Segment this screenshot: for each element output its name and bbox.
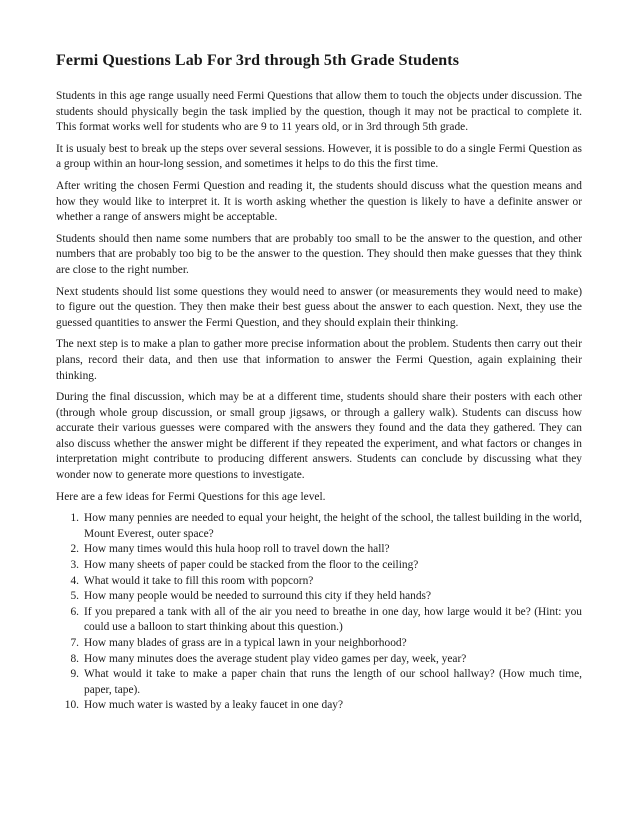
paragraph-intro: Students in this age range usually need Fermi Questions that allow them to touch the objects under discussion. The students should physically begin the task implied by the question, though it may not be practical to complete it. This format works well for students who are 9 to 11 years old, or in 3rd through 5th grade. xyxy=(56,90,582,134)
list-item xyxy=(56,636,582,652)
list-item-text: How many sheets of paper could be stacked from the floor to the ceiling? xyxy=(84,559,419,572)
list-item-number: 10. xyxy=(64,699,79,712)
paragraph-ideas-intro: Here are a few ideas for Fermi Questions for this age level. xyxy=(56,490,326,503)
list-item xyxy=(56,589,582,605)
list-item xyxy=(56,652,582,668)
document-title: Fermi Questions Lab For 3rd through 5th Grade Students xyxy=(56,52,460,69)
list-item-number: 9. xyxy=(70,668,79,681)
list-item-text: What would it take to make a paper chain that runs the length of our school hallway? (How much time, paper, tape). xyxy=(84,668,582,696)
list-item-text: If you prepared a tank with all of the air you need to breathe in one day, how large would it be? (Hint: you could use a balloon to start thinking about this question.) xyxy=(84,605,582,634)
list-item xyxy=(56,605,582,636)
list-item xyxy=(56,574,582,590)
list-item-number: 1. xyxy=(70,512,79,525)
list-item-text: How many blades of grass are in a typical lawn in your neighborhood? xyxy=(84,637,407,649)
paragraph-make-plan: The next step is to make a plan to gather more precise information about the problem. Students then carry out their plans, record their data, and then use that information to answer the Fermi Question, again explaining their thinking. xyxy=(56,338,582,382)
list-item-text: What would it take to fill this room with popcorn? xyxy=(84,574,314,587)
list-item-number: 8. xyxy=(70,652,79,665)
list-item-text: How much water is wasted by a leaky faucet in one day? xyxy=(84,699,344,712)
list-item xyxy=(56,667,582,698)
list-item-number: 4. xyxy=(70,574,79,587)
paragraph-final-discussion: During the final discussion, which may be at a different time, students should share their posters with each other (through whole group discussion, or small group jigsaws, or through a gallery walk). Students can discuss how accurate their various guesses were compared with the answers they found and the data they gathered. They can also discuss whether the answer might be different if they repeated the experiment, and what factors or changes in interpretation might contribute to producing different answers. Students can conclude by discussing what they wonder now to generate more questions to investigate. xyxy=(56,391,582,482)
paragraph-list-questions: Next students should list some questions they would need to answer (or measurements they would need to make) to figure out the question. They then make their best guess about the answer to each question. Next, they use the guessed quantities to answer the Fermi Question, and they should explain their thinking. xyxy=(56,285,582,329)
paragraph-sessions: It is usualy best to break up the steps over several sessions. However, it is possible to do a single Fermi Question as a group within an hour-long session, and sometimes it helps to do this the first time. xyxy=(56,142,582,171)
paragraph-guess-numbers: Students should then name some numbers that are probably too small to be the answer to the question, and other numbers that are probably too big to be the answer to the question. They should then make guesses that they think are close to the right number. xyxy=(56,232,582,276)
list-item-number: 7. xyxy=(70,637,79,649)
list-item xyxy=(56,542,582,558)
list-item-number: 6. xyxy=(70,605,79,618)
list-item xyxy=(56,558,582,574)
list-item-number: 3. xyxy=(70,559,79,572)
list-item-number: 5. xyxy=(70,590,79,603)
list-item-text: How many people would be needed to surround this city if they held hands? xyxy=(84,590,432,603)
list-item-text: How many minutes does the average student play video games per day, week, year? xyxy=(84,652,467,665)
question-list xyxy=(56,511,582,714)
document-page xyxy=(56,50,582,714)
paragraph-discuss-question: After writing the chosen Fermi Question and reading it, the students should discuss what the question means and how they would like to interpret it. It is worth asking whether the question is likely to have a definite answer or whether a range of answers might be acceptable. xyxy=(56,179,582,224)
list-item-number: 2. xyxy=(70,543,79,556)
list-item xyxy=(56,511,582,542)
list-item-text: How many pennies are needed to equal your height, the height of the school, the tallest building in the world, Mount Everest, outer space? xyxy=(84,512,582,540)
list-item-text: How many times would this hula hoop roll to travel down the hall? xyxy=(84,543,390,556)
list-item xyxy=(56,698,582,714)
